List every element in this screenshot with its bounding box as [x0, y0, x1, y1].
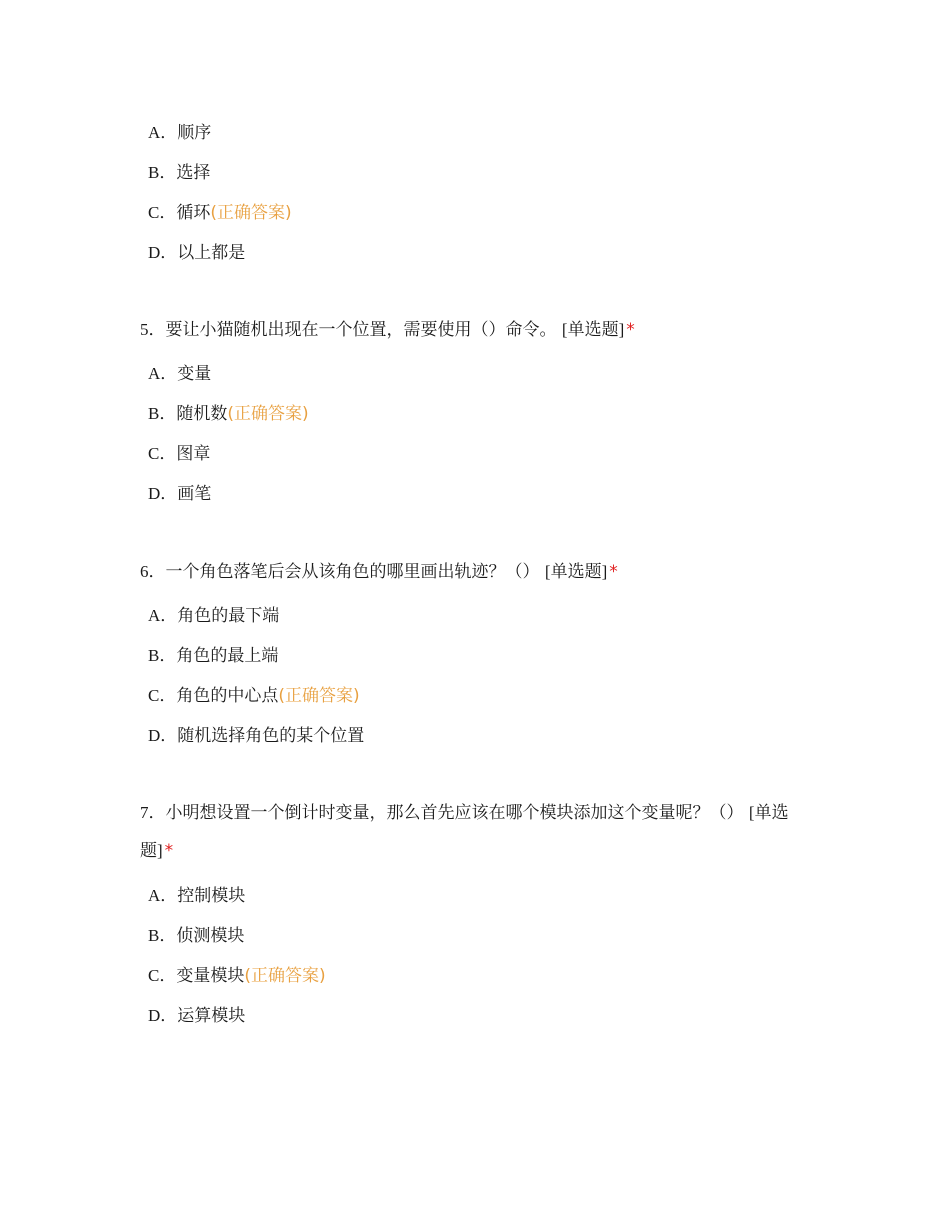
q5-option-b — [148, 402, 309, 426]
option-letter: C． — [148, 203, 177, 222]
q4-option-a — [148, 121, 211, 145]
q6-option-a — [148, 604, 279, 628]
q5-option-a — [148, 362, 211, 386]
option-letter: B． — [148, 163, 177, 182]
question-type: [单选题] — [140, 803, 789, 860]
option-letter: A． — [148, 364, 178, 383]
option-text: 角色的中心点 — [176, 686, 279, 706]
option-text: 控制模块 — [177, 886, 246, 906]
question-number: 6． — [140, 562, 166, 581]
required-mark: * — [626, 320, 635, 340]
q6-option-b — [148, 644, 278, 668]
correct-answer-mark: (正确答案) — [278, 686, 360, 706]
option-letter: C． — [148, 444, 177, 463]
option-text: 侦测模块 — [176, 926, 245, 946]
option-text: 画笔 — [177, 484, 212, 504]
q7-option-b — [148, 924, 244, 948]
q4-option-b — [148, 161, 210, 185]
q7-option-c — [148, 964, 326, 988]
option-text: 随机数 — [176, 404, 228, 424]
option-letter: D． — [148, 484, 178, 503]
option-text: 运算模块 — [177, 1006, 246, 1026]
q7-option-d — [148, 1004, 245, 1028]
option-letter: D． — [148, 726, 178, 745]
option-letter: D． — [148, 1006, 178, 1025]
required-mark: * — [164, 841, 174, 861]
question-type: [单选题] — [561, 320, 625, 339]
question-number: 7． — [140, 803, 166, 822]
option-letter: C． — [148, 966, 177, 985]
question-text: 要让小猫随机出现在一个位置，需要使用（）命令。 — [165, 320, 557, 340]
q5-option-c — [148, 442, 210, 466]
option-text: 角色的最上端 — [176, 646, 279, 666]
option-text: 以上都是 — [177, 243, 246, 263]
q6-option-d — [148, 724, 364, 748]
q7-option-a — [148, 884, 245, 908]
option-letter: B． — [148, 926, 177, 945]
option-letter: D． — [148, 243, 178, 262]
option-text: 图章 — [176, 444, 211, 464]
option-text: 顺序 — [177, 123, 212, 143]
option-text: 选择 — [176, 163, 211, 183]
question-text: 一个角色落笔后会从该角色的哪里画出轨迹？（） — [165, 562, 540, 582]
question-number: 5． — [140, 320, 166, 339]
option-letter: B． — [148, 404, 177, 423]
option-text: 变量模块 — [176, 966, 245, 986]
option-letter: B． — [148, 646, 177, 665]
required-mark: * — [609, 562, 618, 582]
question-type: [单选题] — [544, 562, 608, 581]
question-7 — [140, 794, 820, 870]
option-letter: A． — [148, 123, 178, 142]
option-text: 变量 — [177, 364, 212, 384]
correct-answer-mark: (正确答案) — [244, 966, 326, 986]
q6-option-c — [148, 684, 360, 708]
question-6 — [140, 553, 820, 591]
option-letter: A． — [148, 606, 178, 625]
q4-option-d — [148, 241, 245, 265]
question-text: 小明想设置一个倒计时变量，那么首先应该在哪个模块添加这个变量呢？（） — [165, 803, 744, 823]
correct-answer-mark: (正确答案) — [227, 404, 309, 424]
option-letter: C． — [148, 686, 177, 705]
question-5 — [140, 311, 820, 349]
q5-option-d — [148, 482, 211, 506]
q4-option-c — [148, 201, 292, 225]
option-letter: A． — [148, 886, 178, 905]
option-text: 角色的最下端 — [177, 606, 280, 626]
option-text: 随机选择角色的某个位置 — [177, 726, 365, 746]
correct-answer-mark: (正确答案) — [210, 203, 292, 223]
option-text: 循环 — [176, 203, 211, 223]
